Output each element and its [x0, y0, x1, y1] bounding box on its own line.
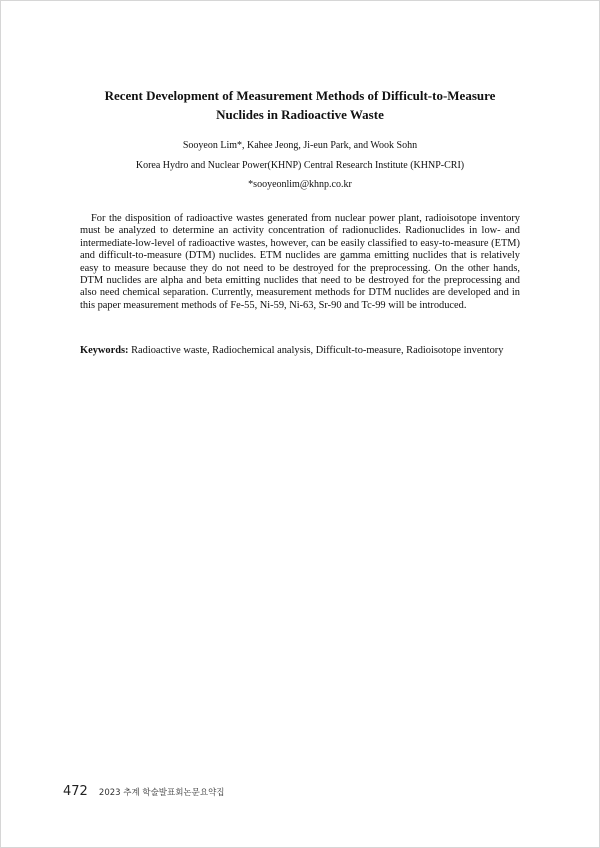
proceedings-name: 2023 추계 학술발표회논문요약집: [98, 788, 225, 798]
page-footer: [63, 780, 225, 799]
keywords-label: Keywords:: [80, 345, 129, 356]
keywords-line: [80, 344, 540, 357]
paper-title-line-1: Recent Development of Measurement Methods of Difficult-to-Measure: [104, 88, 496, 103]
paper-title: [60, 86, 540, 124]
corresponding-email: *sooyeonlim@khnp.co.kr: [248, 179, 352, 190]
keywords-text: Radioactive waste, Radiochemical analysis, Difficult-to-measure, Radioisotope inventory: [131, 345, 504, 356]
affiliation: Korea Hydro and Nuclear Power(KHNP) Central Research Institute (KHNP-CRI): [135, 160, 465, 171]
author-list: Sooyeon Lim*, Kahee Jeong, Ji-eun Park, and Wook Sohn: [182, 140, 418, 151]
abstract-paragraph: For the disposition of radioactive wastes generated from nuclear power plant, radioisotope inventory must be analyzed to determine an activity concentration of radionuclides. Radionuclides in low- and intermediate-low-level of radioactive wastes, however, can be easily classified to easy-to-measure (ETM) and difficult-to-measure (DTM) nuclides. ETM nuclides are gamma emitting nuclides that is relatively easy to measure because they do not need to be destroyed for the preprocessing. On the other hands, DTM nuclides are alpha and beta emitting nuclides that need to be destroyed for the preprocessing and also need chemical separation. Currently, measurement methods for DTM nuclides are developed and in this paper measurement methods of Fe-55, Ni-59, Ni-63, Sr-90 and Tc-99 will be introduced.: [80, 213, 520, 311]
paper-title-line-2: Nuclides in Radioactive Waste: [216, 107, 384, 122]
page-number: 472: [63, 784, 88, 799]
